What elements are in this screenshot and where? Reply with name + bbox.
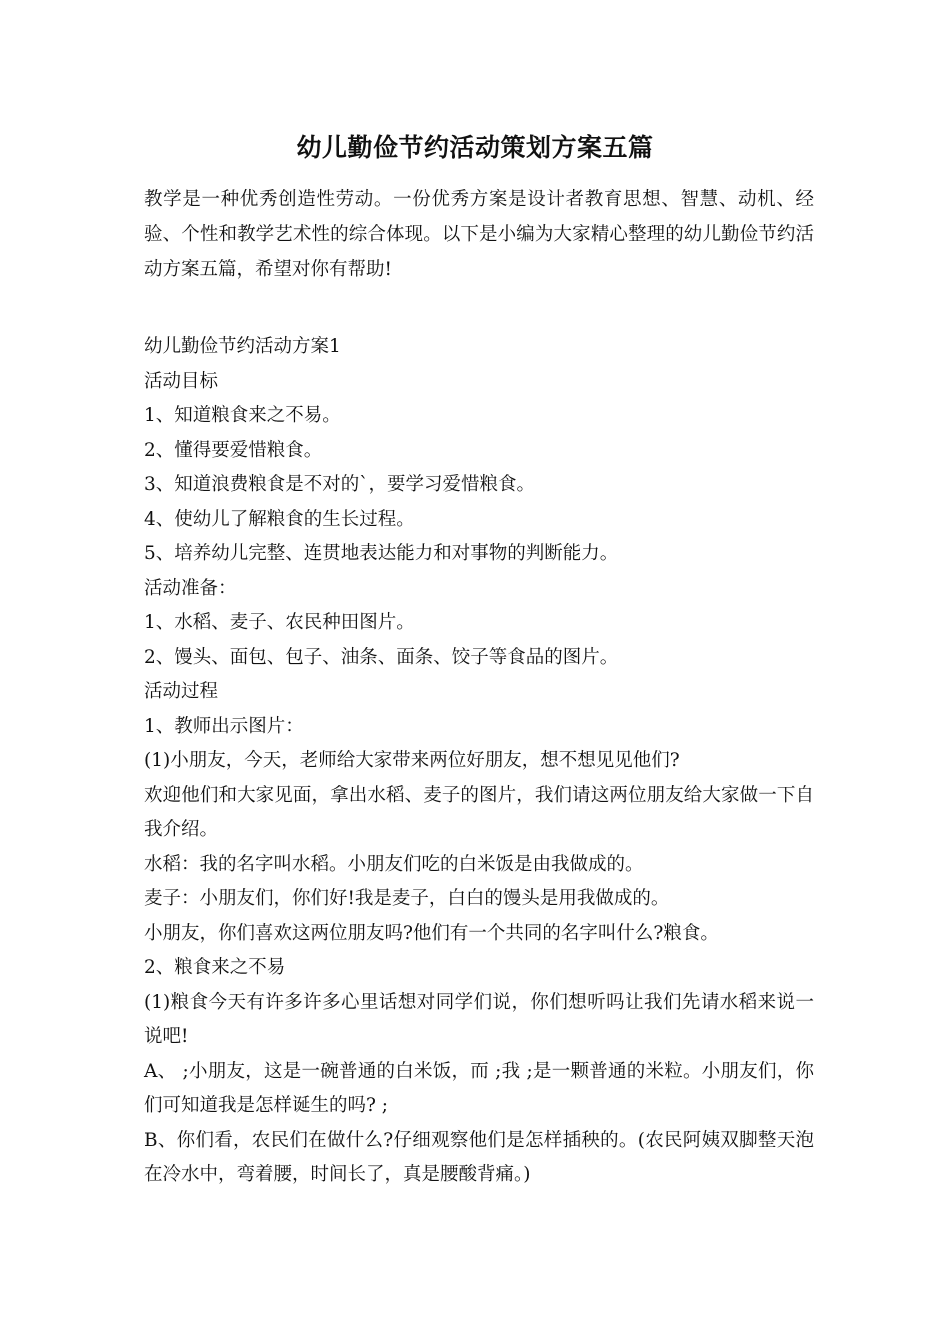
intro-paragraph: 教学是一种优秀创造性劳动。一份优秀方案是设计者教育思想、智慧、动机、经验、个性和教学艺术性的综合体现。以下是小编为大家精心整理的幼儿勤俭节约活动方案五篇，希望对你有帮助!	[144, 189, 814, 280]
step-text: 欢迎他们和大家见面，拿出水稻、麦子的图片，我们请这两位朋友给大家做一下自我介绍。	[144, 784, 814, 840]
step-heading: 1、教师出示图片：	[144, 715, 304, 737]
document-body	[144, 330, 814, 1193]
goal-item: 2、懂得要爱惜粮食。	[144, 439, 323, 461]
step-text: B、你们看，农民们在做什么?仔细观察他们是怎样插秧的。(农民阿姨双脚整天泡在冷水中，弯着腰，时间长了，真是腰酸背痛。)	[144, 1129, 814, 1185]
goal-item: 1、知道粮食来之不易。	[144, 405, 341, 426]
goal-item: 3、知道浪费粮食是不对的`，要学习爱惜粮食。	[144, 474, 536, 495]
step-text: A、 ;小朋友，这是一碗普通的白米饭，而 ;我 ;是一颗普通的米粒。小朋友们，你们可知道我是怎样诞生的吗? ;	[144, 1060, 814, 1116]
step-text: 水稻：我的名字叫水稻。小朋友们吃的白米饭是由我做成的。	[144, 853, 644, 875]
section-heading: 幼儿勤俭节约活动方案1	[144, 336, 341, 357]
document-title: 幼儿勤俭节约活动策划方案五篇	[296, 133, 654, 162]
prep-item: 2、馒头、面包、包子、油条、面条、饺子等食品的图片。	[144, 646, 619, 668]
step-text: (1)小朋友，今天，老师给大家带来两位好朋友，想不想见见他们?	[144, 750, 680, 771]
goal-item: 4、使幼儿了解粮食的生长过程。	[144, 508, 415, 530]
prep-heading: 活动准备：	[144, 577, 237, 599]
goal-item: 5、培养幼儿完整、连贯地表达能力和对事物的判断能力。	[144, 543, 619, 564]
process-heading: 活动过程	[144, 681, 219, 702]
step-text: (1)粮食今天有许多许多心里话想对同学们说，你们想听吗让我们先请水稻来说一说吧!	[144, 991, 814, 1047]
goal-heading: 活动目标	[144, 370, 219, 392]
step-text: 麦子：小朋友们，你们好!我是麦子，白白的馒头是用我做成的。	[144, 888, 670, 909]
step-text: 小朋友，你们喜欢这两位朋友吗?他们有一个共同的名字叫什么?粮食。	[144, 922, 719, 944]
step-heading: 2、粮食来之不易	[144, 957, 286, 978]
prep-item: 1、水稻、麦子、农民种田图片。	[144, 612, 415, 633]
